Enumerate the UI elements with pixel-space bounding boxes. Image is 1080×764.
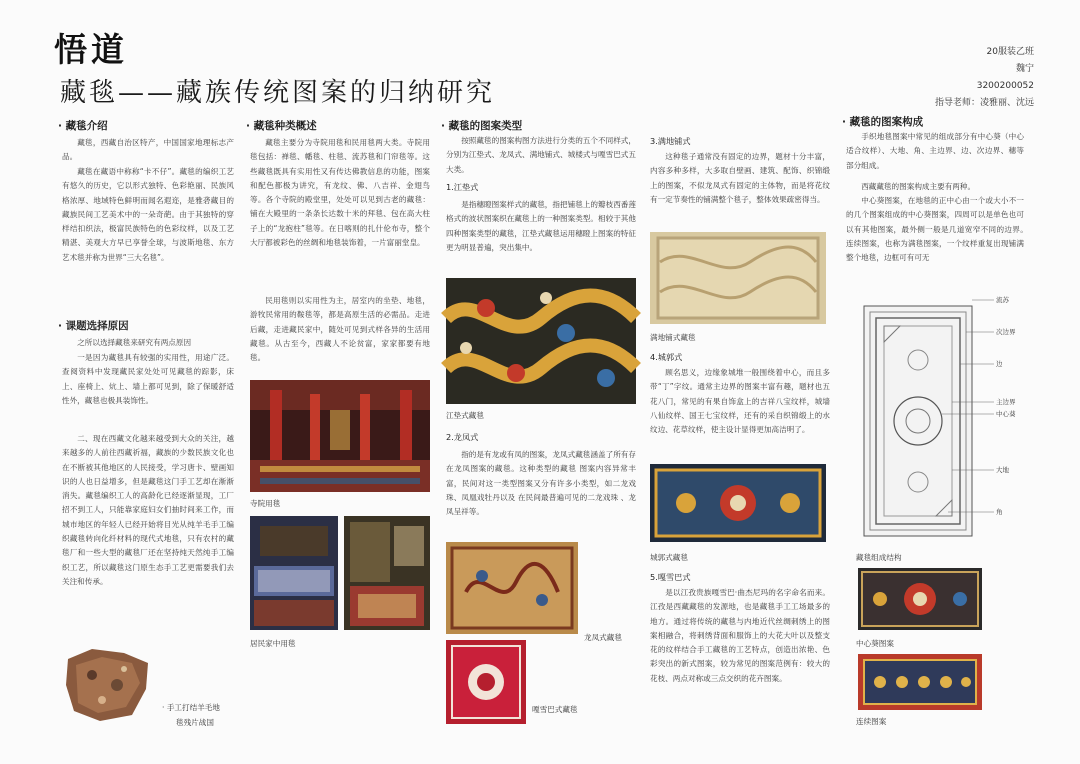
ancient-carpet-caption: [162, 700, 220, 730]
reason-heading: · 课题选择原因: [58, 320, 129, 332]
mandipu-caption: 满地铺式藏毯: [650, 333, 696, 342]
label-field: 大地: [996, 466, 1009, 474]
gaxueba-caption: 嘎雪巴式藏毯: [532, 705, 578, 714]
longfeng-subheading: 2.龙凤式: [446, 432, 479, 442]
jiangdian-carpet-photo: [446, 278, 636, 404]
home-carpet-photo-2: [344, 516, 430, 630]
home-carpet-caption: 居民家中用毯: [250, 639, 296, 648]
mandipu-paragraph: 这种毯子通常没有固定的边界，题材十分丰富，内容多种多样，大多取自壁画、建筑、配饰、织锦缎上的图案，不似龙凤式有固定的主体物，而是将花纹有一定节奏性的铺满整个毯子，整体效果疏密得当。: [650, 152, 830, 204]
intro-paragraph-1: 藏毯，西藏自治区特产，中国国家地理标志产品。: [62, 138, 234, 162]
meta-class: 20服装乙班: [986, 47, 1034, 57]
mandipu-carpet-photo: [650, 232, 826, 324]
chengguo-caption: 城郭式藏毯: [650, 553, 688, 562]
label-center-medallion: 中心葵: [996, 410, 1016, 418]
main-title: 藏毯——藏族传统图案的归纳研究: [60, 78, 496, 108]
author-info: [935, 44, 1034, 112]
chengguo-carpet-photo: [650, 464, 826, 542]
composition-paragraph-3: 中心葵图案，在地毯的正中心由一个或大小不一的几个图案组成的中心葵图案，四周可以是单色也可以有其他图案，最外侧一般是几道宽窄不同的边界。 连续图案，也称为满毯图案，一个纹样重复出现铺满整个地毯，边框可有可无: [846, 196, 1040, 263]
label-main-border: 主边界: [996, 398, 1016, 406]
meta-id: 3200200052: [976, 81, 1034, 91]
composition-heading: · 藏毯的图案构成: [842, 116, 924, 128]
temple-carpet-caption: 寺院用毯: [250, 499, 281, 508]
chengguo-paragraph: 顾名思义，边缘象城堆一般围绕着中心，而且多带“丁”字纹。通常主边界的图案丰富有趣，题材也五花八门，常见的有果自饰盒上的吉祥八宝纹样，城墙八仙纹样、国王七宝纹样，还有的采自织锦缎上的水纹边、花草纹样，使主设计显得更加高洁明了。: [650, 368, 830, 435]
continuous-pattern-photo: [858, 654, 982, 710]
jiangdian-paragraph: 是指穗瞪图案样式的藏毯，指把铺毯上的瓣枝西番莲格式的波状图案织在藏毯上的一种图案类型。相较于其他四种图案类型的藏毯，江垫式藏毯运用穗瞪上图案的特征更为明显普遍，突出集中。: [446, 200, 636, 252]
label-corner: 角: [996, 508, 1003, 516]
types-paragraph-2: 民用毯则以实用性为主，居室内的坐垫、地毯，游牧民常用的鞍毯等，都是高原生活的必需品。走进后藏，走进藏民家中，随处可见到式样各异的生活用藏毯。从古至今，西藏人不论贫富，家家都要有地毯。: [250, 296, 430, 363]
types-paragraph-1: 藏毯主要分为寺院用毯和民用毯两大类。寺院用毯包括：禅毯、幡毯、柱毯、流苏毯和门帘毯等。这些藏毯既具有实用性又有传达佛教信息的功能，图案和配色都极为讲究，有龙纹、佛、八吉祥、金翅鸟等。各个寺院的殿堂里，处处可以见到古老的藏毯：铺在大殿里的一条条长达数十米的拜毯、包在高大柱子上的“龙抱柱”毯等。在日喀则的扎什伦布寺，整个大厅都被彩色的丝绸和地毯装饰着，一片富丽堂皇。: [250, 138, 430, 248]
longfeng-paragraph: 指的是有龙或有凤的图案，龙凤式藏毯涵盖了所有存在龙凤图案的藏毯。这种类型的藏毯 图案内容异常丰富，民间对这一类型图案又分有许多小类型，如二龙戏珠、凤凰戏牡丹以及 在民间最普遍可见的二龙戏珠 、龙凤呈祥等。: [446, 450, 636, 517]
composition-paragraph-1: 手织地毯图案中常见的组成部分有中心葵（中心适合纹样）、大地、角、主边界、边、次边界、穗等部分组成。: [846, 132, 1024, 170]
gaxueba-subheading: 5.嘎雪巴式: [650, 572, 691, 582]
brush-title: 悟道: [54, 30, 128, 69]
continuous-pattern-caption: 连续图案: [856, 717, 887, 726]
pattern-types-paragraph: 按照藏毯的图案构图方法进行分类的五个不同样式，分别为江垫式、龙凤式、满地铺式、城楼式与嘎雪巴式五大类。: [446, 136, 636, 174]
jiangdian-caption: 江垫式藏毯: [446, 411, 484, 420]
reason-paragraph-2: 一是因为藏毯具有较强的实用性，用途广泛。查阅资料中发现藏民家处处可见藏毯的踪影，床上、座椅上、炕上、墙上都可见到，除了保暖舒适性外，藏毯也极具装饰性。: [62, 353, 234, 405]
jiangdian-subheading: 1.江垫式: [446, 182, 479, 192]
gaxueba-paragraph: 是以江孜贵族嘎雪巴·曲杰尼玛的名字命名而来。江孜是西藏藏毯的发源地，也是藏毯手工工场最多的地方。通过将传统的藏毯与内地近代丝绸刺绣上的图案相融合，将刺绣背面和服饰上的大花大叶以及整支花的纹样结合手工藏毯的工艺特点，创造出浓艳、色彩突出的新式图案，较为常见的图案范例有：较大的花枝、两点对称或三点交织的花卉图案。: [650, 588, 830, 683]
label-tassel: 流苏: [996, 296, 1009, 304]
intro-paragraph-2: 藏毯在藏语中称称“卡不仔”。藏毯的编织工艺有悠久的历史，它以形式独特、色彩艳丽、民族风格浓厚、地域特色鲜明而闻名遐迩，是雅砻藏目的藏族民间工艺美术中的一朵奇葩。由于其独特的穿样结扣织法，极富民族特色的色彩纹样，以及工艺精湛、美观大方早已享誉全球，与波斯地毯、东方艺术毯并称为世界“三大名毯”。: [62, 167, 234, 262]
longfeng-caption: 龙凤式藏毯: [584, 633, 622, 642]
structure-diagram: [852, 290, 1032, 546]
longfeng-carpet-photo: [446, 542, 578, 634]
types-heading: · 藏毯种类概述: [246, 120, 317, 132]
center-medallion-caption: 中心葵图案: [856, 639, 894, 648]
mandipu-subheading: 3.满地铺式: [650, 136, 691, 146]
meta-name: 魏宁: [1015, 64, 1034, 74]
gaxueba-carpet-photo: [446, 640, 526, 724]
temple-carpet-photo: [250, 380, 430, 492]
center-medallion-photo: [858, 568, 982, 630]
reason-paragraph-1: 之所以选择藏毯来研究有两点原因: [77, 338, 192, 347]
intro-heading: · 藏毯介绍: [58, 120, 108, 132]
structure-caption: 藏毯组成结构: [856, 553, 902, 562]
home-carpet-photo-1: [250, 516, 338, 630]
label-edge: 边: [996, 360, 1003, 368]
ancient-carpet-photo: [62, 645, 154, 725]
reason-paragraph-3: 二、现在西藏文化越来越受到大众的关注，越来越多的人前往西藏祈福，藏族的少数民族文化也在不断被其他地区的人民接受，学习唐卡、壁画知识的人也日益增多，但是藏毯这门手工艺却在渐渐消失。藏毯编织工人的高龄化已经逐渐显现，工厂招不到工人，只能靠家庭妇女们抽时间来工作，而城市地区的年轻人已经开始将目光从纯羊毛手工编织藏毯转向化纤材料的现代式地毯，只有农村的藏毯厂和一些大型的藏毯厂还在坚持纯天然纯手工编织工艺，所以藏毯这门原生态手工艺更需要我们去关注和传承。: [62, 434, 234, 586]
ancient-caption-line-1: · 手工打结羊毛地: [162, 703, 220, 712]
pattern-types-heading: · 藏毯的图案类型: [441, 120, 523, 132]
composition-paragraph-2: 西藏藏毯的图案构成主要有两种。: [861, 182, 976, 191]
label-sub-border: 次边界: [996, 328, 1016, 336]
meta-advisor: 指导老师：凌雅丽、沈远: [934, 98, 1034, 108]
ancient-caption-line-2: 毯残片战国: [176, 718, 214, 727]
chengguo-subheading: 4.城郭式: [650, 352, 683, 362]
